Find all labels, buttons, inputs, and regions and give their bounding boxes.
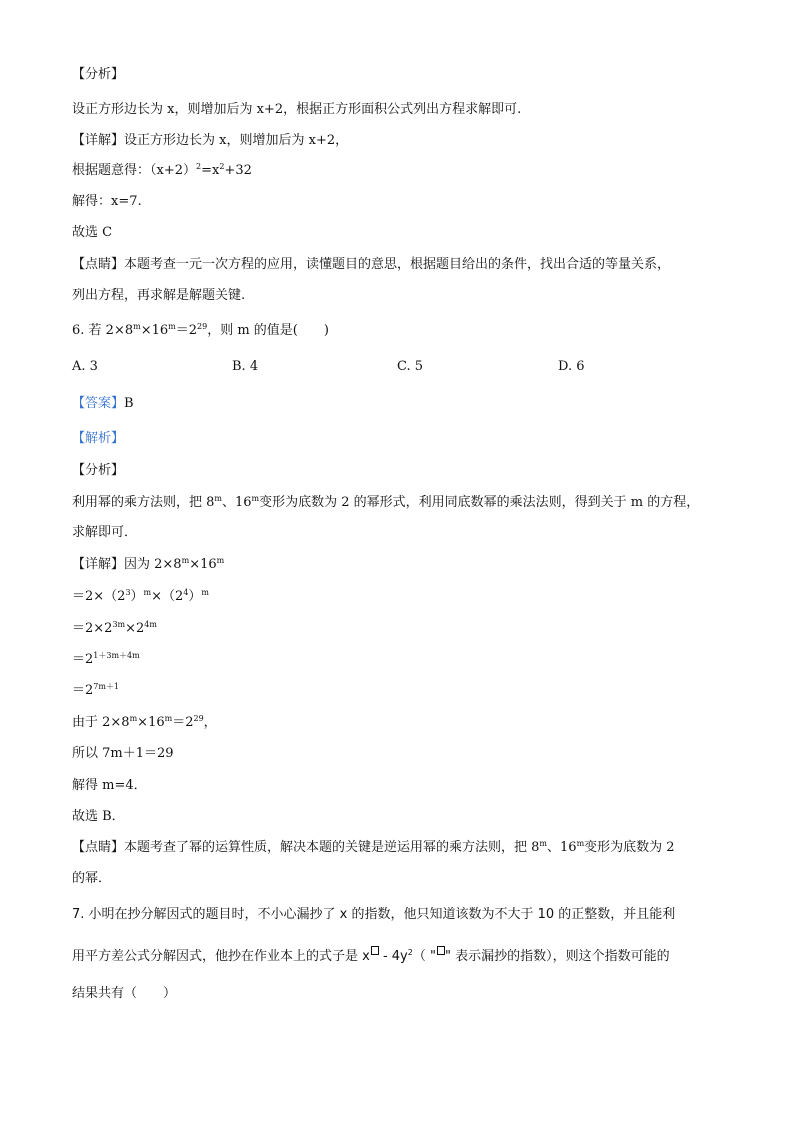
q6-analysis-line1: 利用幂的乘方法则，把 8$^m$、16$^m$变形为底数为 2 的幂形式，利用同底数幂的乘法法则，得到关于 m 的方程， bbox=[72, 494, 700, 510]
q6-option-a: A. 3 bbox=[72, 359, 98, 374]
q6-answer: 【答案】B bbox=[72, 396, 134, 411]
q6-analysis-line2: 求解即可． bbox=[72, 525, 138, 540]
q6-option-c: C. 5 bbox=[397, 359, 424, 374]
q6-detail: 【详解】因为 $2\times 8^m\times 16^m$ bbox=[72, 556, 225, 572]
q6-option-d: D. 6 bbox=[558, 359, 585, 374]
q6-step4: $=2^{7m+1}$ bbox=[72, 682, 120, 698]
p5-analysis-heading: 【分析】 bbox=[72, 67, 125, 82]
p5-analysis-text: 设正方形边长为 x，则增加后为 x+2，根据正方形面积公式列出方程求解即可. bbox=[72, 102, 522, 117]
missing-exponent-box bbox=[371, 946, 379, 955]
q6-step1: $=2\times(2^3)^m\times(2^4)^m$ bbox=[72, 588, 210, 604]
p5-comment-line2: 列出方程，再求解是解题关键. bbox=[72, 288, 246, 303]
p5-equation: 根据题意得：$(x+2)^2=x^2+32$ bbox=[72, 162, 252, 178]
p5-detail: 【详解】设正方形边长为 x，则增加后为 x+2， bbox=[72, 133, 349, 148]
q7-line2: 用平方差公式分解因式，他抄在作业本上的式子是 x - $4y^2$（ " " 表示漏抄的指数），则这个指数可能的 bbox=[72, 948, 670, 964]
q7-line1: 7. 小明在抄分解因式的题目时，不小心漏抄了 x 的指数，他只知道该数为不大于 10 的正整数，并且能利 bbox=[72, 907, 676, 922]
q6-option-b: B. 4 bbox=[232, 359, 259, 374]
p5-choose: 故选 C bbox=[72, 225, 113, 240]
p5-comment-line1: 【点睛】本题考查一元一次方程的应用，读懂题目的意思，根据题目给出的条件，找出合适的等量关系， bbox=[72, 257, 671, 272]
q7-line3: 结果共有（ ） bbox=[72, 986, 177, 1001]
q6-result: 解得 m=4． bbox=[72, 778, 147, 793]
q6-step3: $=2^{1+3m+4m}$ bbox=[72, 651, 140, 667]
q6-analysis-heading: 【分析】 bbox=[72, 463, 125, 478]
q6-comment-line2: 的幂． bbox=[72, 871, 112, 886]
p5-solve: 解得：x=7. bbox=[72, 194, 142, 209]
q6-since: 由于 $2\times 8^m\times 16^m=2^{29}$， bbox=[72, 714, 217, 730]
q6-choose: 故选 B． bbox=[72, 809, 125, 824]
q6-stem: 6. 若 $2\times 8^m\times 16^m=2^{29}$，则 m 的值是( ) bbox=[72, 322, 329, 338]
q6-step2: $=2\times 2^{3m}\times 2^{4m}$ bbox=[72, 620, 157, 636]
q6-so: 所以 7m＋1＝29 bbox=[72, 746, 174, 761]
q6-comment-line1: 【点睛】本题考查了幂的运算性质，解决本题的关键是逆运用幂的乘方法则，把 8$^m$、16$^m$变形为底数为 2 bbox=[72, 839, 675, 855]
missing-exponent-box-legend bbox=[437, 946, 445, 955]
q6-explanation-heading: 【解析】 bbox=[72, 431, 125, 446]
